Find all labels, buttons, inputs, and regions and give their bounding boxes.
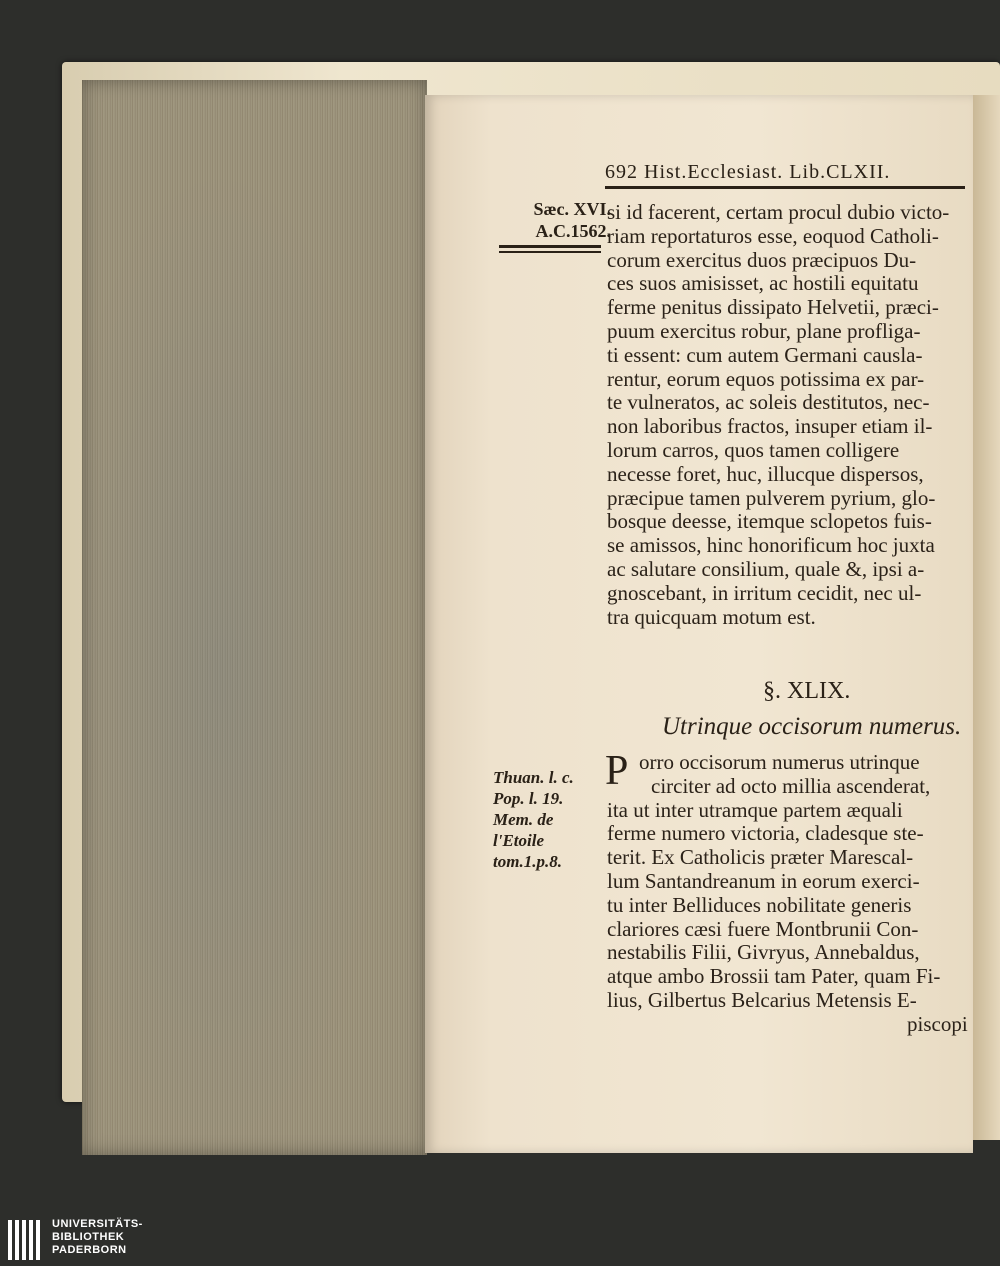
text-line: lum Santandreanum in eorum exerci- — [607, 868, 920, 893]
page-edges — [82, 80, 427, 1155]
text-line: piscopi — [907, 1011, 968, 1036]
book-page — [425, 95, 973, 1153]
section-title: Utrinque occisorum numerus. — [662, 713, 962, 740]
library-name — [52, 1218, 143, 1257]
text-line: orro occisorum numerus utrinque — [639, 750, 920, 774]
text-line: se amissos, hinc honorificum hoc juxta — [607, 533, 935, 558]
header-rule — [605, 186, 965, 189]
text-line: ces suos amisisset, ac hostili equitatu — [607, 271, 919, 296]
text-line: corum exercitus duos præcipuos Du- — [607, 247, 917, 272]
library-name-line: BIBLIOTHEK — [52, 1231, 125, 1243]
text-line: ita ut inter utramque partem æquali — [607, 797, 903, 822]
next-page-edge — [973, 95, 1000, 1140]
reference-line: l'Etoile — [493, 831, 544, 850]
paragraph-1 — [607, 201, 962, 629]
text-line: terit. Ex Catholicis præter Marescal- — [607, 845, 914, 870]
margin-rule — [499, 245, 601, 248]
footer-bar — [0, 1216, 1000, 1266]
text-line: clariores cæsi fuere Montbrunii Con- — [607, 916, 919, 941]
paragraph-2 — [605, 748, 968, 1037]
margin-note-year: A.C.1562. — [535, 221, 611, 241]
drop-cap: P — [605, 748, 629, 794]
page-header: 692 Hist.Ecclesiast. Lib.CLXII. — [605, 161, 891, 183]
text-line: tu inter Belliduces nobilitate generis — [607, 892, 912, 917]
reference-line: Mem. de — [493, 810, 554, 829]
text-line: non laboribus fractos, insuper etiam il- — [607, 414, 933, 439]
text-line: puum exercitus robur, plane profliga- — [607, 318, 921, 343]
text-line: atque ambo Brossii tam Pater, quam Fi- — [607, 964, 941, 989]
text-line: præcipue tamen pulverem pyrium, glo- — [607, 485, 936, 510]
text-line: lius, Gilbertus Belcarius Metensis E- — [607, 987, 917, 1012]
text-line: tra quicquam motum est. — [607, 604, 816, 629]
library-name-line: PADERBORN — [52, 1244, 127, 1256]
reference-line: tom.1.p.8. — [493, 852, 562, 871]
library-name-line: UNIVERSITÄTS- — [52, 1218, 143, 1230]
text-line: nestabilis Filii, Givryus, Annebaldus, — [607, 940, 920, 965]
text-line: ferme numero victoria, cladesque ste- — [607, 821, 924, 846]
text-line: riam reportaturos esse, eoquod Catholi- — [607, 223, 939, 248]
text-line: te vulneratos, ac soleis destitutos, nec- — [607, 390, 930, 415]
text-line: si id facerent, certam procul dubio victo- — [607, 200, 950, 224]
text-line: ac salutare consilium, quale &, ipsi a- — [607, 556, 925, 581]
text-line: bosque deesse, itemque sclopetos fuis- — [607, 509, 932, 534]
text-line: rentur, eorum equos potissima ex par- — [607, 366, 925, 391]
section-number: §. XLIX. — [763, 678, 851, 704]
margin-references — [493, 767, 603, 872]
text-line: circiter ad octo millia ascenderat, — [651, 773, 931, 798]
reference-line: Thuan. l. c. — [493, 768, 574, 787]
text-line: necesse foret, huc, illucque dispersos, — [607, 461, 924, 486]
text-line: ti essent: cum autem Germani causla- — [607, 342, 923, 367]
margin-rule — [499, 251, 601, 253]
text-line: ferme penitus dissipato Helvetii, præci- — [607, 295, 939, 320]
text-line: lorum carros, quos tamen colligere — [607, 437, 900, 462]
reference-line: Pop. l. 19. — [493, 789, 564, 808]
text-line: gnoscebant, in irritum cecidit, nec ul- — [607, 580, 922, 605]
margin-note-century: Sæc. XVI. — [533, 199, 611, 219]
library-logo-icon — [8, 1220, 44, 1260]
